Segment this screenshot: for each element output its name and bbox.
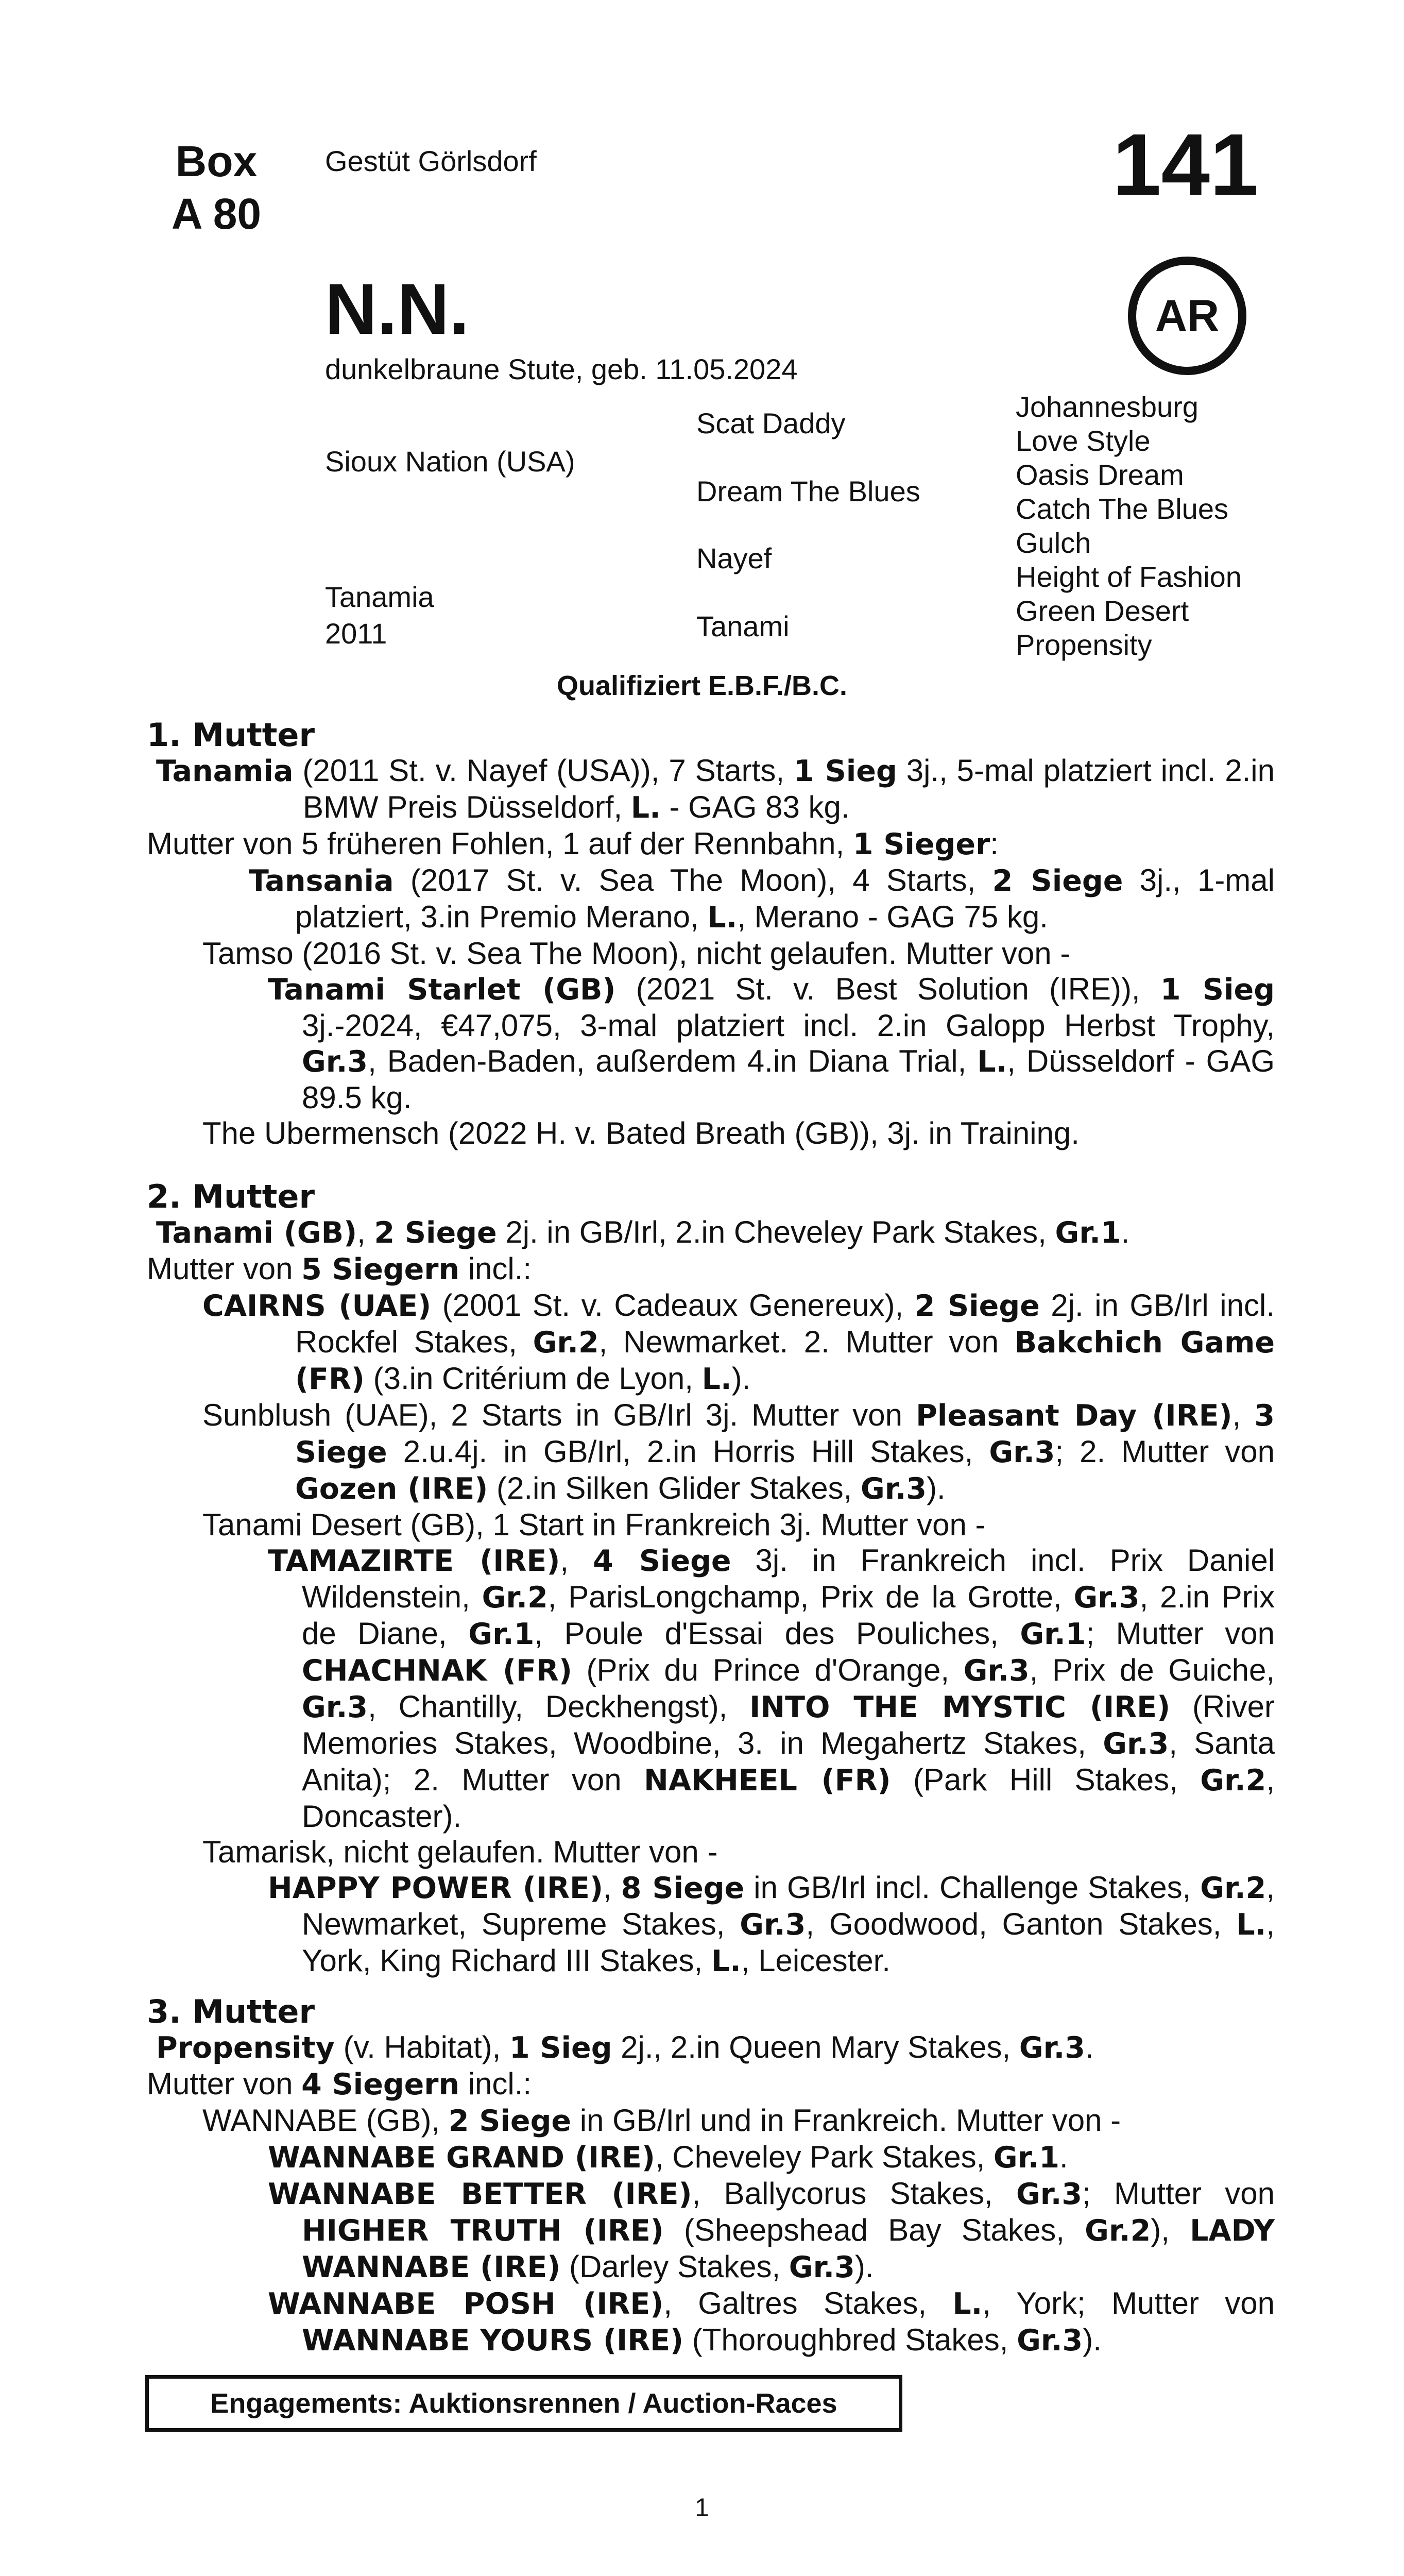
pedigree-gen3-item: Catch The Blues bbox=[1016, 493, 1228, 525]
pedigree-gen2-item: Nayef bbox=[696, 542, 772, 574]
section-title: 2. Mutter bbox=[147, 1178, 315, 1215]
pedigree-dam-year: 2011 bbox=[325, 617, 387, 650]
section-third-dam bbox=[147, 1994, 1275, 2359]
ar-badge-label: AR bbox=[1155, 291, 1220, 341]
section-second-dam bbox=[147, 1179, 1275, 1979]
produce-summary: Mutter von 5 Siegern incl.: bbox=[147, 1251, 532, 1286]
dam-record: Propensity (v. Habitat), 1 Sieg 2j., 2.in Queen Mary Stakes, Gr.3. bbox=[156, 2030, 1094, 2065]
pedigree-gen3-item: Green Desert bbox=[1016, 595, 1189, 627]
produce-entry: Tanami Desert (GB), 1 Start in Frankreich 3j. Mutter von - bbox=[202, 1507, 986, 1542]
pedigree-gen2-item: Scat Daddy bbox=[696, 407, 846, 439]
produce-entry: Tamarisk, nicht gelaufen. Mutter von - bbox=[202, 1835, 718, 1869]
pedigree-gen3-item: Love Style bbox=[1016, 425, 1151, 457]
produce-entry: CAIRNS (UAE) (2001 St. v. Cadeaux Genereux), 2 Siege 2j. in GB/Irl incl. Rockfel Stakes, Gr.2, Newmarket. 2. Mutter von Bakchich Game (FR) (3.in Critérium de Lyon, L.). bbox=[202, 1288, 1275, 1396]
produce-entry: The Ubermensch (2022 H. v. Bated Breath (GB)), 3j. in Training. bbox=[202, 1116, 1080, 1150]
pedigree-gen3-item: Oasis Dream bbox=[1016, 459, 1184, 491]
produce-entry: Tamso (2016 St. v. Sea The Moon), nicht gelaufen. Mutter von - bbox=[202, 936, 1071, 971]
pedigree-gen3-item: Height of Fashion bbox=[1016, 561, 1242, 593]
ar-badge bbox=[1128, 257, 1246, 375]
produce-entry: Tansania (2017 St. v. Sea The Moon), 4 Starts, 2 Siege 3j., 1-mal platziert, 3.in Premio Merano, L., Merano - GAG 75 kg. bbox=[249, 863, 1275, 935]
produce-entry: WANNABE BETTER (IRE), Ballycorus Stakes, Gr.3; Mutter von HIGHER TRUTH (IRE) (Sheepshead Bay Stakes, Gr.2), LADY WANNABE (IRE) (Darley Stakes, Gr.3). bbox=[268, 2176, 1275, 2284]
produce-entry: TAMAZIRTE (IRE), 4 Siege 3j. in Frankreich incl. Prix Daniel Wildenstein, Gr.2, ParisLongchamp, Prix de la Grotte, Gr.3, 2.in Prix de Diane, Gr.1, Poule d'Essai des Pouliches, Gr.1; Mutter von CHACHNAK (FR) (Prix du Prince d'Orange, Gr.3, Prix de Guiche, Gr.3, Chantilly, Deckhengst), INTO THE MYSTIC (IRE) (River Memories Stakes, Woodbine, 3. in Megahertz Stakes, Gr.3, Santa Anita); 2. Mutter von NAKHEEL (FR) (Park Hill Stakes, Gr.2, Doncaster). bbox=[268, 1543, 1275, 1834]
produce-entry: WANNABE (GB), 2 Siege in GB/Irl und in Frankreich. Mutter von - bbox=[202, 2103, 1121, 2138]
pedigree-sire: Sioux Nation (USA) bbox=[325, 445, 575, 478]
produce-summary: Mutter von 4 Siegern incl.: bbox=[147, 2066, 532, 2102]
section-title: 3. Mutter bbox=[147, 1993, 315, 2030]
horse-description: dunkelbraune Stute, geb. 11.05.2024 bbox=[325, 353, 798, 385]
dam-record: Tanamia (2011 St. v. Nayef (USA)), 7 Starts, 1 Sieg 3j., 5-mal platziert incl. 2.in BMW Preis Düsseldorf, L. - GAG 83 kg. bbox=[156, 753, 1275, 825]
section-first-dam bbox=[147, 717, 1275, 1151]
produce-entry: Tanami Starlet (GB) (2021 St. v. Best Solution (IRE)), 1 Sieg 3j.-2024, €47,075, 3-mal platziert incl. 2.in Galopp Herbst Trophy, Gr.3, Baden-Baden, außerdem 4.in Diana Trial, L., Düsseldorf - GAG 89.5 kg. bbox=[268, 972, 1275, 1115]
pedigree-dam: Tanamia bbox=[325, 581, 434, 613]
produce-entry: HAPPY POWER (IRE), 8 Siege in GB/Irl incl. Challenge Stakes, Gr.2, Newmarket, Supreme Stakes, Gr.3, Goodwood, Ganton Stakes, L., York, King Richard III Stakes, L., Leicester. bbox=[268, 1870, 1275, 1978]
engagements-box bbox=[145, 2375, 902, 2432]
pedigree-gen3-item: Propensity bbox=[1016, 629, 1152, 661]
breeder-name: Gestüt Görlsdorf bbox=[325, 145, 537, 177]
qualification: Qualifiziert E.B.F./B.C. bbox=[556, 670, 848, 701]
produce-entry: Sunblush (UAE), 2 Starts in GB/Irl 3j. Mutter von Pleasant Day (IRE), 3 Siege 2.u.4j. in GB/Irl, 2.in Horris Hill Stakes, Gr.3; 2. Mutter von Gozen (IRE) (2.in Silken Glider Stakes, Gr.3). bbox=[202, 1398, 1275, 1506]
horse-name: N.N. bbox=[325, 268, 469, 349]
pedigree-gen3-item: Gulch bbox=[1016, 527, 1091, 559]
page-number: 1 bbox=[695, 2493, 709, 2522]
pedigree-gen2-item: Dream The Blues bbox=[696, 475, 920, 507]
engagements-label: Engagements: Auktionsrennen / Auction-Races bbox=[210, 2388, 837, 2419]
lot-number: 141 bbox=[1112, 116, 1259, 214]
section-title: 1. Mutter bbox=[147, 716, 315, 754]
box-label bbox=[139, 135, 294, 240]
produce-entry: WANNABE POSH (IRE), Galtres Stakes, L., York; Mutter von WANNABE YOURS (IRE) (Thoroughbred Stakes, Gr.3). bbox=[268, 2286, 1275, 2358]
box-line-2: A 80 bbox=[171, 190, 262, 238]
produce-summary: Mutter von 5 früheren Fohlen, 1 auf der Rennbahn, 1 Sieger: bbox=[147, 826, 999, 861]
dam-record: Tanami (GB), 2 Siege 2j. in GB/Irl, 2.in Cheveley Park Stakes, Gr.1. bbox=[156, 1215, 1130, 1250]
pedigree-gen2-item: Tanami bbox=[696, 610, 790, 642]
pedigree-gen3-item: Johannesburg bbox=[1016, 391, 1198, 423]
box-line-1: Box bbox=[175, 137, 258, 185]
produce-entry: WANNABE GRAND (IRE), Cheveley Park Stakes, Gr.1. bbox=[268, 2140, 1068, 2175]
